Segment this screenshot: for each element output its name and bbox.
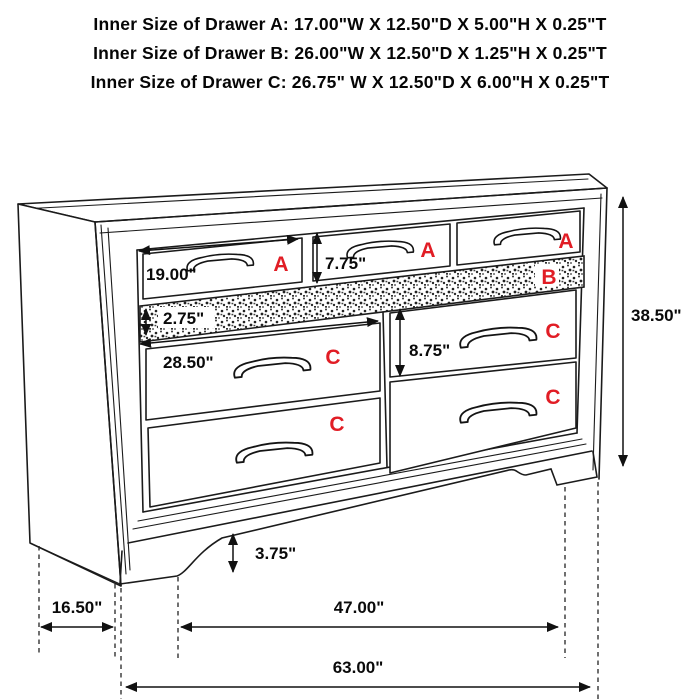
center-divider — [383, 312, 387, 467]
drawer-c-bottom-left-letter: C — [329, 413, 345, 436]
overall-height-label: 38.50" — [631, 306, 682, 325]
drawer-c-bottom-right-letter: C — [545, 386, 561, 409]
drawer-a1-letter: A — [273, 253, 289, 276]
overall-depth-label: 16.50" — [51, 598, 103, 617]
drawer-a2-letter: A — [420, 239, 436, 262]
drawer-c-height-label: 8.75" — [409, 341, 451, 360]
inner-size-drawer-a: Inner Size of Drawer A: 17.00"W X 12.50"D X 5.00"H X 0.25"T — [93, 14, 607, 34]
drawer-c-top-left-letter: C — [325, 346, 341, 369]
inner-size-drawer-c: Inner Size of Drawer C: 26.75" W X 12.50"D X 6.00"H X 0.25"T — [90, 72, 610, 92]
feet-span-label: 47.00" — [333, 598, 385, 617]
drawer-a-height-label: 7.75" — [325, 254, 367, 273]
drawer-b-letter: B — [541, 266, 557, 289]
overall-width-label: 63.00" — [332, 658, 384, 677]
cabinet-left-side-panel — [18, 204, 121, 586]
drawer-b-height-label: 2.75" — [163, 309, 205, 328]
drawer-c-top-right-letter: C — [545, 320, 561, 343]
base-clearance-label: 3.75" — [255, 544, 297, 563]
drawer-a-width-label: 19.00" — [146, 265, 197, 284]
drawer-a3-letter: A — [558, 230, 574, 253]
inner-size-drawer-b: Inner Size of Drawer B: 26.00"W X 12.50"D X 1.25"H X 0.25"T — [93, 43, 607, 63]
drawer-c-width-label: 28.50" — [163, 353, 214, 372]
drawer-c-bottom-right-face — [390, 362, 576, 473]
